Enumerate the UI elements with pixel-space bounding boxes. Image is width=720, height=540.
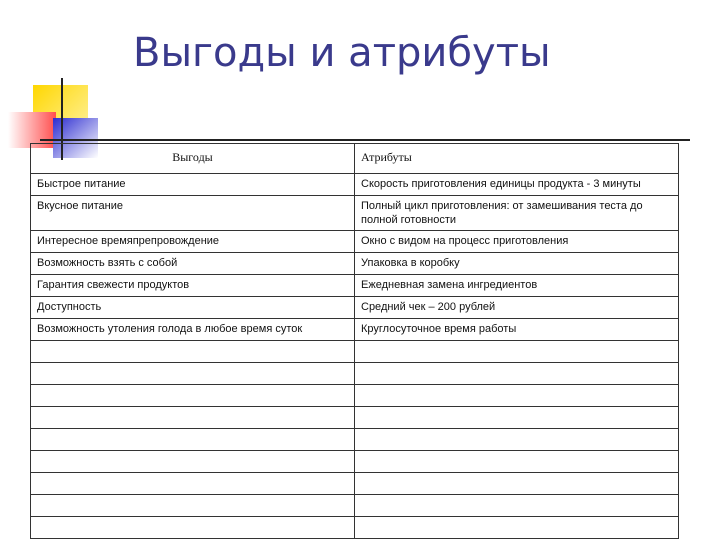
empty-table-row [31,517,679,539]
empty-cell [31,407,355,429]
table-row [31,297,679,319]
empty-cell [355,473,679,495]
table-row [31,319,679,341]
empty-cell [31,341,355,363]
table-row [31,231,679,253]
empty-cell [31,495,355,517]
header-benefits: Выгоды [31,144,355,174]
empty-table-row [31,407,679,429]
empty-table-row [31,429,679,451]
empty-cell [31,451,355,473]
benefits-attributes-table [30,143,679,539]
empty-cell [355,341,679,363]
empty-cell [31,385,355,407]
table-row [31,253,679,275]
empty-table-row [31,495,679,517]
empty-cell [355,495,679,517]
table-header-row [31,144,679,174]
benefit-cell: Интересное времяпрепровождение [31,231,355,253]
yellow-square [33,85,88,140]
attribute-cell: Скорость приготовления единицы продукта - 3 минуты [355,174,679,196]
empty-table-row [31,385,679,407]
attribute-cell: Упаковка в коробку [355,253,679,275]
empty-table-row [31,341,679,363]
attribute-cell: Ежедневная замена ингредиентов [355,275,679,297]
benefit-cell: Доступность [31,297,355,319]
benefit-cell: Гарантия свежести продуктов [31,275,355,297]
empty-cell [31,363,355,385]
empty-table-row [31,451,679,473]
empty-cell [31,473,355,495]
attribute-cell: Средний чек – 200 рублей [355,297,679,319]
attribute-cell: Круглосуточное время работы [355,319,679,341]
table-row [31,174,679,196]
empty-cell [355,385,679,407]
empty-cell [355,451,679,473]
attribute-cell: Окно с видом на процесс приготовления [355,231,679,253]
empty-cell [355,429,679,451]
attribute-cell: Полный цикл приготовления: от замешивания теста до полной готовности [355,196,679,231]
table-row [31,275,679,297]
empty-table-row [31,363,679,385]
empty-cell [355,517,679,539]
empty-cell [355,363,679,385]
benefit-cell: Быстрое питание [31,174,355,196]
benefit-cell: Возможность утоления голода в любое время суток [31,319,355,341]
empty-table-row [31,473,679,495]
header-attributes: Атрибуты [355,144,679,174]
table-row [31,196,679,231]
empty-cell [31,429,355,451]
empty-cell [355,407,679,429]
page-title: Выгоды и атрибуты [133,30,551,76]
benefit-cell: Вкусное питание [31,196,355,231]
benefit-cell: Возможность взять с собой [31,253,355,275]
empty-cell [31,517,355,539]
